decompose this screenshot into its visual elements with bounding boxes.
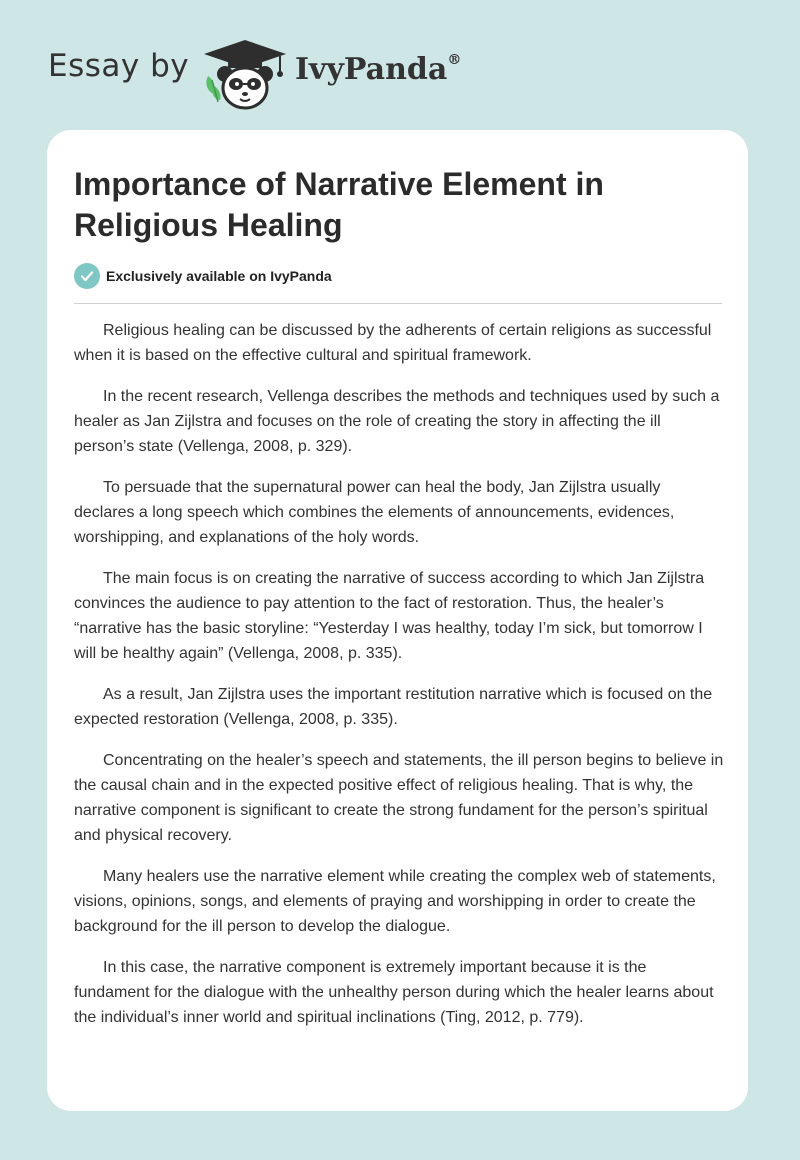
paragraph: Concentrating on the healer’s speech and statements, the ill person begins to believe in the causal chain and in the expected positive effect of religious healing. That is why, the narrative component is significant to create the strong fundament for the person’s spiritual and physical recovery.	[74, 752, 724, 844]
paragraph: In this case, the narrative component is extremely important because it is the fundament for the dialogue with the unhealthy person during which the healer learns about the individual’s inner world and spiritual inclinations (Ting, 2012, p. 779).	[74, 959, 714, 1026]
title-divider	[74, 303, 722, 304]
paragraph: Religious healing can be discussed by the adherents of certain religions as successful when it is based on the effective cultural and spiritual framework.	[74, 322, 712, 364]
brand-name[interactable]	[295, 52, 461, 87]
panda-graduate-logo-icon[interactable]	[202, 36, 288, 112]
registered-mark: ®	[447, 52, 462, 68]
brand-name-text: IvyPanda	[295, 52, 448, 87]
essay-title: Importance of Narrative Element in Religious Healing	[74, 166, 604, 243]
exclusive-badge	[74, 262, 332, 290]
paragraph: Many healers use the narrative element while creating the complex web of statements, visions, opinions, songs, and elements of praying and worshipping in order to create the background for the ill person to develop the dialogue.	[74, 868, 716, 935]
paragraph: The main focus is on creating the narrative of success according to which Jan Zijlstra convinces the audience to pay attention to the fact of restoration. Thus, the healer’s “narrative has the basic storyline: “Yesterday I was healthy, today I’m sick, but tomorrow I will be healthy again” (Vellenga, 2008, p. 335).	[74, 570, 705, 662]
check-circle-icon	[74, 263, 100, 289]
essay-card	[47, 130, 748, 1111]
paragraph: In the recent research, Vellenga describes the methods and techniques used by such a healer as Jan Zijlstra and focuses on the role of creating the story in affecting the ill person’s state (Vellenga, 2008, p. 329).	[74, 388, 720, 455]
site-header	[48, 36, 568, 116]
paragraph: To persuade that the supernatural power can heal the body, Jan Zijlstra usually declares a long speech which combines the elements of announcements, evidences, worshipping, and explanations of the holy words.	[74, 479, 675, 546]
essay-body	[74, 318, 724, 1046]
essay-by-label: Essay by	[48, 48, 190, 84]
exclusive-badge-label: Exclusively available on IvyPanda	[106, 268, 332, 284]
paragraph: As a result, Jan Zijlstra uses the important restitution narrative which is focused on the expected restoration (Vellenga, 2008, p. 335).	[74, 686, 713, 728]
